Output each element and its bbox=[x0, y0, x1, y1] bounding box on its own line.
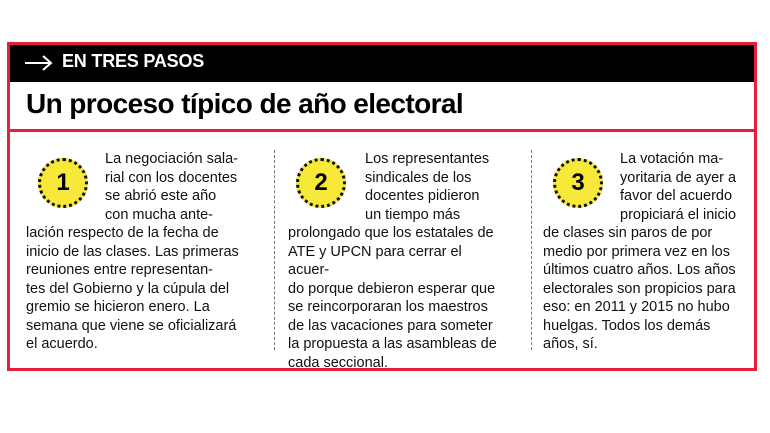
text-line: la propuesta a las asambleas de bbox=[288, 336, 497, 352]
text-line: Los representantes bbox=[365, 151, 490, 167]
text-line: electorales son propicios para bbox=[543, 280, 736, 297]
text-line: huelgas. Todos los demás bbox=[543, 317, 711, 334]
text-line: tes del Gobierno y la cúpula del bbox=[26, 280, 230, 297]
text-line: semana que viene se oficializará bbox=[26, 317, 237, 334]
text-line: se reincorporaran los maestros bbox=[288, 299, 488, 315]
page-title: Un proceso típico de año electoral bbox=[26, 88, 464, 119]
text-line: La negociación sala- bbox=[105, 151, 239, 167]
text-line: yoritaria de ayer a bbox=[620, 169, 737, 186]
text-line: de las vacaciones para someter bbox=[288, 317, 493, 334]
header-bar bbox=[7, 42, 757, 82]
text-line: el acuerdo. bbox=[26, 336, 98, 352]
text-line: La votación ma- bbox=[620, 151, 724, 167]
text-line: últimos cuatro años. Los años bbox=[543, 262, 736, 278]
step-number-badge: 3 bbox=[553, 158, 603, 208]
text-line: años, sí. bbox=[543, 336, 598, 352]
text-line: un tiempo más bbox=[365, 206, 461, 223]
text-line: de clases sin paros de por bbox=[543, 225, 713, 241]
text-line: con mucha ante- bbox=[105, 206, 214, 223]
arrow-right-icon bbox=[24, 54, 54, 72]
step-number-badge: 2 bbox=[296, 158, 346, 208]
text-line: se abrió este año bbox=[105, 188, 217, 204]
kicker-label: EN TRES PASOS bbox=[62, 51, 205, 71]
text-line: favor del acuerdo bbox=[620, 188, 733, 204]
text-line: propiciará el inicio bbox=[620, 206, 737, 223]
text-line: rial con los docentes bbox=[105, 169, 238, 186]
step-1-text bbox=[26, 150, 241, 354]
text-line: lación respecto de la fecha de bbox=[26, 225, 219, 241]
step-3-text bbox=[543, 150, 758, 354]
text-line: reuniones entre representan- bbox=[26, 262, 214, 278]
step-number-badge: 1 bbox=[38, 158, 88, 208]
text-line: sindicales de los bbox=[365, 169, 472, 186]
title-divider bbox=[7, 129, 757, 132]
column-divider bbox=[531, 150, 532, 350]
text-line: inicio de las clases. Las primeras bbox=[26, 243, 239, 260]
step-2-text bbox=[288, 150, 503, 372]
text-line: eso: en 2011 y 2015 no hubo bbox=[543, 299, 730, 315]
column-divider bbox=[274, 150, 275, 350]
text-line: prolongado que los estatales de bbox=[288, 225, 494, 241]
text-line: cada seccional. bbox=[288, 354, 388, 371]
text-line: gremio se hicieron enero. La bbox=[26, 299, 210, 315]
text-line: ATE y UPCN para cerrar el acuer- bbox=[288, 243, 462, 278]
text-line: medio por primera vez en los bbox=[543, 243, 730, 260]
text-line: do porque debieron esperar que bbox=[288, 280, 496, 297]
text-line: docentes pidieron bbox=[365, 188, 480, 204]
